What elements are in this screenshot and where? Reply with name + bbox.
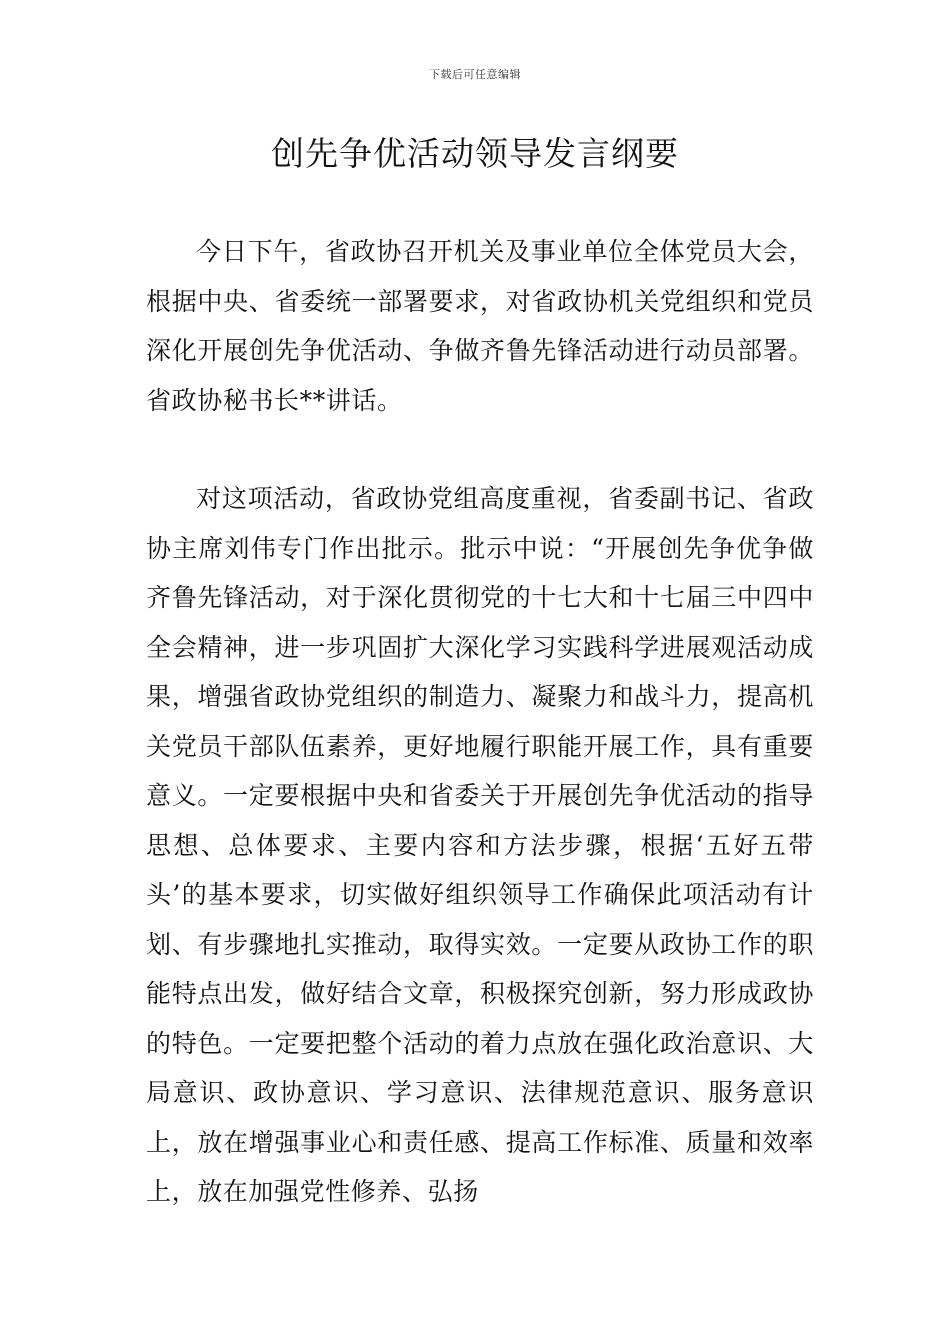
paragraph-1-text: 今日下午，省政协召开机关及事业单位全体党员大会，根据中央、省委统一部署要求，对省政协机关党组织和党员深化开展创先争优活动、争做齐鲁先锋活动进行动员部署。省政协秘书长**讲话。: [146, 237, 814, 415]
document-title: 创先争优活动领导发言纲要: [271, 134, 679, 173]
paragraph-2-text: 对这项活动，省政协党组高度重视，省委副书记、省政协主席刘伟专门作出批示。批示中说：“开展创先争优争做齐鲁先锋活动，对于深化贯彻党的十七大和十七届三中四中全会精神，进一步巩固扩大深化学习实践科学进展观活动成果，增强省政协党组织的制造力、凝聚力和战斗力，提高机关党员干部队伍素养，更好地履行职能开展工作，具有重要意义。一定要根据中央和省委关于开展创先争优活动的指导思想、总体要求、主要内容和方法步骤，根据‘五好五带头’的基本要求，切实做好组织领导工作确保此项活动有计划、有步骤地扎实推动，取得实效。一定要从政协工作的职能特点出发，做好结合文章，积极探究创新，努力形成政协的特色。一定要把整个活动的着力点放在强化政治意识、大局意识、政协意识、学习意识、法律规范意识、服务意识上，放在增强事业心和责任感、提高工作标准、质量和效率上，放在加强党性修养、弘扬: [146, 484, 814, 1206]
paragraph-1: [146, 227, 814, 425]
paragraph-2: [146, 474, 814, 1217]
header-note: 下载后可任意编辑: [429, 68, 521, 81]
